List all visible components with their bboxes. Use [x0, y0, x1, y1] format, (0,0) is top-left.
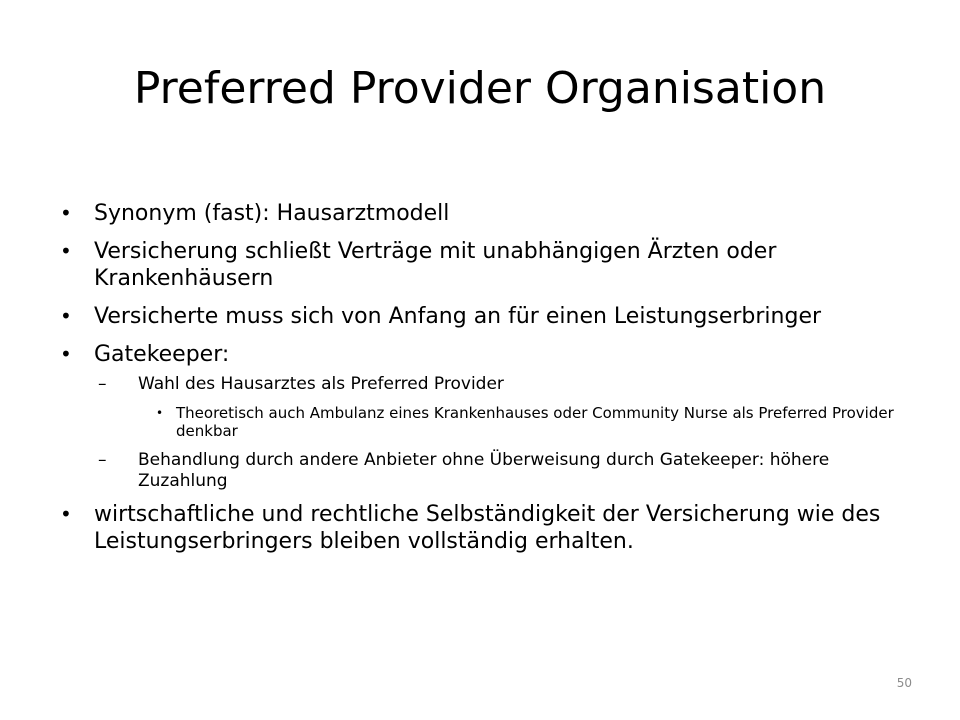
bullet-icon: • [60, 239, 72, 263]
bullet-item [58, 501, 908, 555]
small-bullet-icon: • [156, 406, 164, 420]
bullet-item [58, 238, 908, 292]
bullet-icon: • [60, 201, 72, 225]
sub-bullet-text: Wahl des Hausarztes als Preferred Provider [138, 374, 504, 394]
sub-sub-bullet-text: Theoretisch auch Ambulanz eines Krankenhauses oder Community Nurse als Preferred Provider denkbar [176, 404, 894, 440]
bullet-text: Versicherte muss sich von Anfang an für einen Leistungserbringer [94, 304, 822, 329]
bullet-item [58, 200, 908, 227]
bullet-text: wirtschaftliche und rechtliche Selbständigkeit der Versicherung wie des Leistungserbringers bleiben vollständig erhalten. [94, 502, 881, 554]
sub-bullet-text: Behandlung durch andere Anbieter ohne Überweisung durch Gatekeeper: höhere Zuzahlung [138, 450, 830, 491]
bullet-text: Gatekeeper: [94, 342, 230, 367]
bullet-list [58, 200, 908, 566]
bullet-icon: • [60, 342, 72, 366]
bullet-icon: • [60, 502, 72, 526]
sub-sub-bullet-item [58, 404, 908, 440]
dash-icon: – [98, 374, 107, 394]
bullet-text: Versicherung schließt Verträge mit unabhängigen Ärzten oder Krankenhäusern [94, 239, 777, 291]
page-number: 50 [896, 676, 912, 690]
sub-bullet-item [58, 450, 908, 492]
sub-bullet-item [58, 374, 908, 395]
dash-icon: – [98, 450, 107, 470]
bullet-item [58, 303, 908, 330]
bullet-item [58, 341, 908, 368]
slide-title: Preferred Provider Organisation [133, 63, 827, 114]
bullet-text: Synonym (fast): Hausarztmodell [94, 201, 450, 226]
bullet-icon: • [60, 304, 72, 328]
